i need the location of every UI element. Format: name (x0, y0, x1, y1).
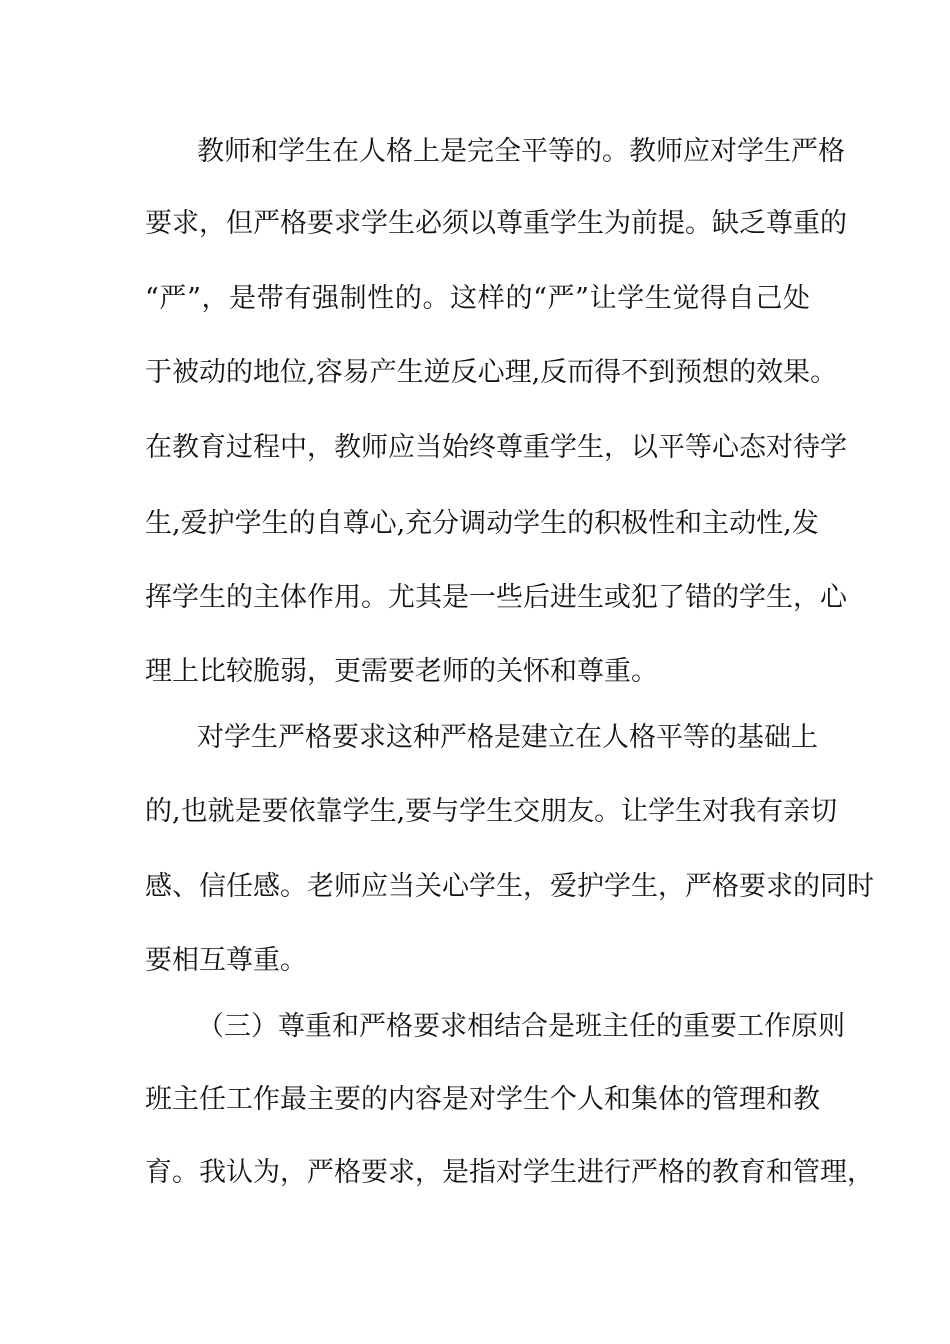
paragraph-3-line-2: 育。我认为，严格要求，是指对学生进行严格的教育和管理， (145, 1157, 874, 1188)
paragraph-1-line-2: 要求，但严格要求学生必须以尊重学生为前提。缺乏尊重的 (145, 208, 847, 239)
paragraph-1-line-5: 在教育过程中，教师应当始终尊重学生，以平等心态对待学 (145, 432, 847, 463)
section-heading: （三）尊重和严格要求相结合是班主任的重要工作原则 (197, 1011, 845, 1042)
paragraph-1-line-1: 教师和学生在人格上是完全平等的。教师应对学生严格 (197, 136, 845, 167)
paragraph-2-line-1: 对学生严格要求这种严格是建立在人格平等的基础上 (197, 722, 818, 753)
paragraph-1-line-7: 挥学生的主体作用。尤其是一些后进生或犯了错的学生，心 (145, 582, 847, 613)
paragraph-2-line-3: 感、信任感。老师应当关心学生，爱护学生，严格要求的同时 (145, 871, 874, 902)
paragraph-1-line-4: 于被动的地位,容易产生逆反心理,反而得不到预想的效果。 (145, 357, 838, 388)
paragraph-1-line-3: “严”，是带有强制性的。这样的“严”让学生觉得自己处 (145, 283, 810, 314)
paragraph-2-line-4: 要相互尊重。 (145, 945, 307, 976)
paragraph-1-line-6: 生,爱护学生的自尊心,充分调动学生的积极性和主动性,发 (145, 508, 819, 539)
paragraph-3-line-1: 班主任工作最主要的内容是对学生个人和集体的管理和教 (145, 1084, 820, 1115)
paragraph-1-line-8: 理上比较脆弱，更需要老师的关怀和尊重。 (145, 656, 658, 687)
paragraph-2-line-2: 的,也就是要依靠学生,要与学生交朋友。让学生对我有亲切 (145, 796, 838, 827)
